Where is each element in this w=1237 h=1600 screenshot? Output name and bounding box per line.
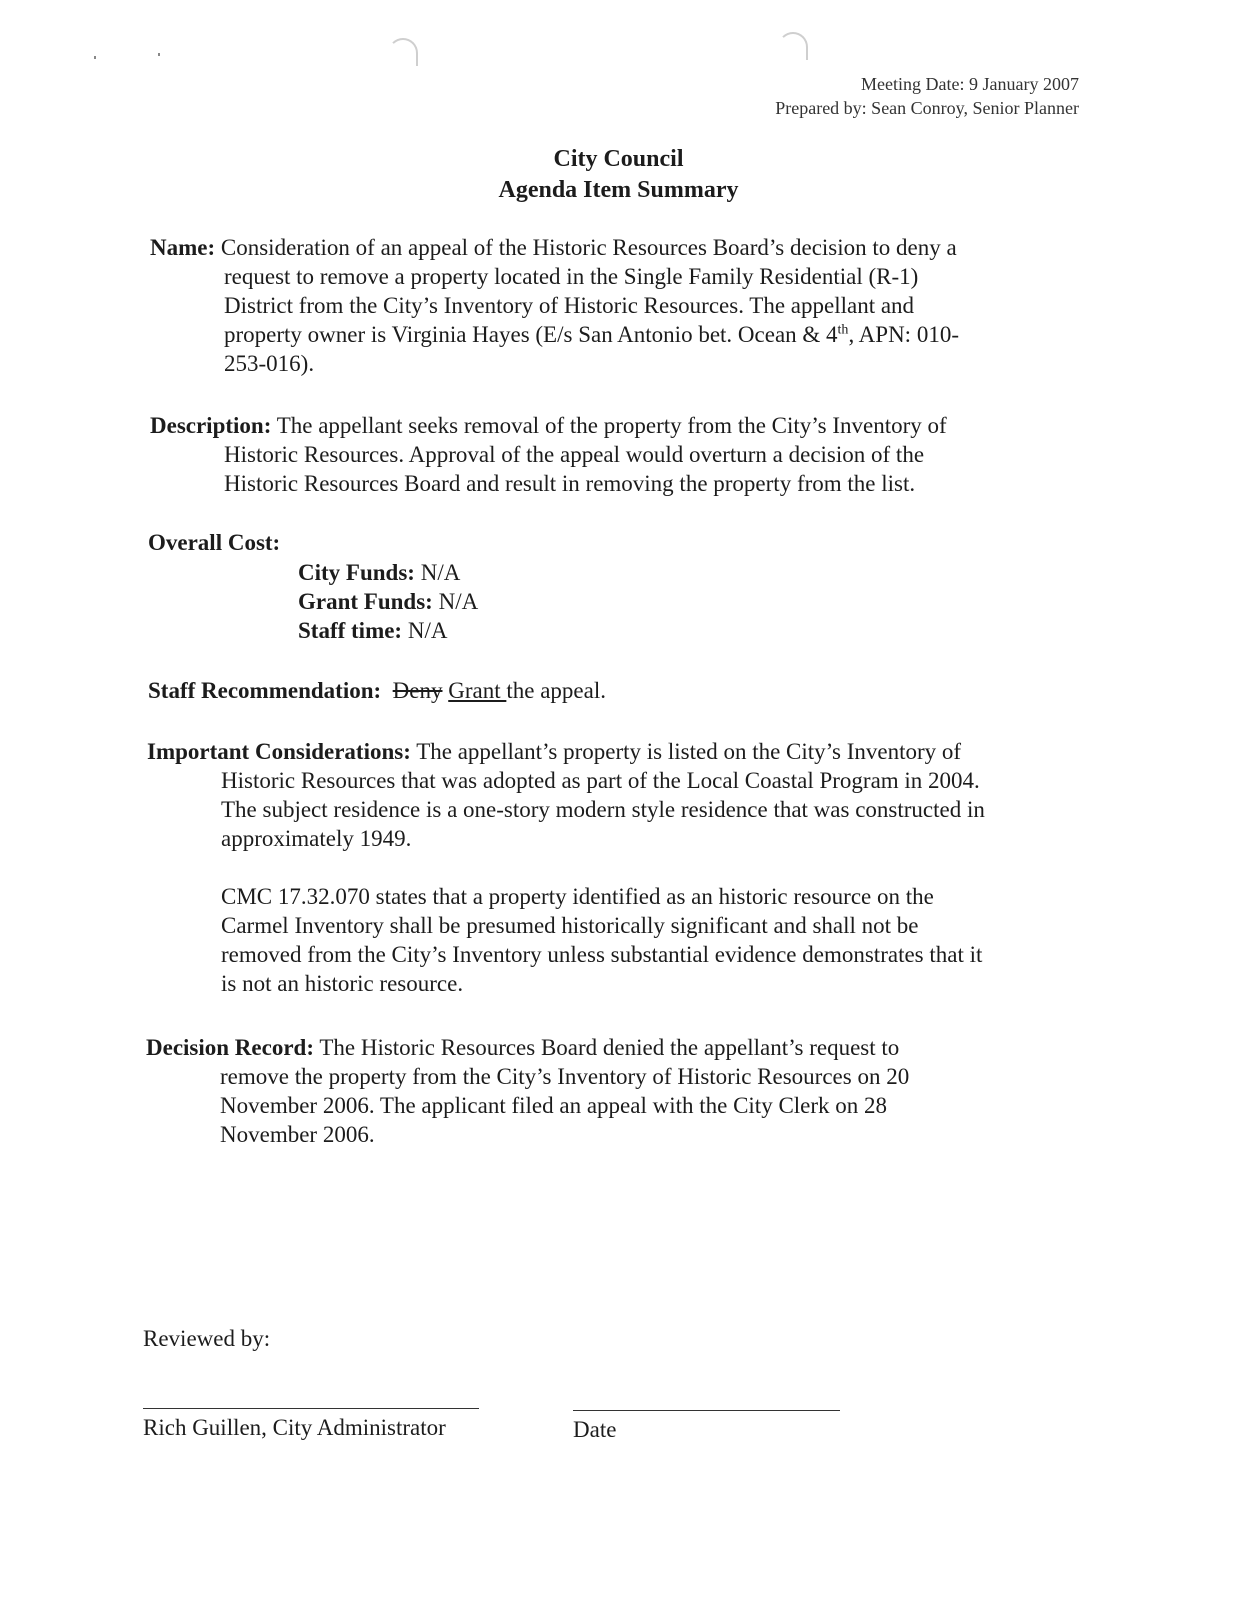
description-label: Description: — [150, 413, 272, 438]
name-text-line-5: 253-016). — [224, 351, 315, 376]
name-text-line-2: request to remove a property located in the Single Family Residential (R-1) — [224, 264, 919, 289]
name-text-line-4a: property owner is Virginia Hayes (E/s San Antonio bet. Ocean & 4 — [224, 322, 838, 347]
description-section — [150, 411, 1080, 498]
struck-word: Deny — [392, 678, 443, 703]
name-text-line-1: Consideration of an appeal of the Historic Resources Board’s decision to deny a — [215, 235, 957, 260]
important-p2-line-1: CMC 17.32.070 states that a property identified as an historic resource on the — [221, 884, 934, 909]
reviewed-by: Reviewed by: — [143, 1326, 271, 1351]
decision-line-1: The Historic Resources Board denied the appellant’s request to — [314, 1035, 900, 1060]
title-line-2: Agenda Item Summary — [498, 177, 739, 203]
title-line-1: City Council — [553, 146, 684, 172]
decision-line-2: remove the property from the City’s Inventory of Historic Resources on 20 — [220, 1064, 910, 1089]
staff-recommendation — [148, 676, 606, 705]
decision-line-3: November 2006. The applicant filed an appeal with the City Clerk on 28 — [220, 1093, 888, 1118]
name-section — [150, 233, 1080, 378]
overall-cost-label: Overall Cost: — [148, 530, 281, 555]
date-label: Date — [573, 1417, 617, 1442]
description-line-1: The appellant seeks removal of the property from the City’s Inventory of — [271, 413, 947, 438]
important-considerations — [147, 737, 1087, 998]
staff-recommendation-label: Staff Recommendation: — [148, 678, 382, 703]
header-meta — [775, 72, 1079, 120]
grant-funds: Grant Funds: N/A — [298, 589, 479, 614]
date-line — [573, 1410, 840, 1411]
description-line-2: Historic Resources. Approval of the appeal would overturn a decision of the — [224, 442, 925, 467]
name-text-line-4b: , APN: 010- — [848, 322, 959, 347]
important-p2-line-3: removed from the City’s Inventory unless substantial evidence demonstrates that it — [221, 942, 983, 967]
name-label: Name: — [150, 235, 216, 260]
important-p2-line-2: Carmel Inventory shall be presumed historically significant and shall not be — [221, 913, 919, 938]
staff-time: Staff time: N/A — [298, 618, 448, 643]
page-title — [0, 144, 1237, 206]
meeting-date: Meeting Date: 9 January 2007 — [861, 74, 1079, 94]
description-line-3: Historic Resources Board and result in removing the property from the list. — [224, 471, 916, 496]
signer-name: Rich Guillen, City Administrator — [143, 1415, 446, 1440]
city-funds: City Funds: N/A — [298, 560, 461, 585]
scan-speck — [158, 53, 160, 56]
punch-hole-mark — [388, 38, 418, 66]
recommendation-rest: the appeal. — [506, 678, 606, 703]
decision-record — [146, 1033, 1076, 1149]
name-text-line-3: District from the City’s Inventory of Historic Resources. The appellant and — [224, 293, 915, 318]
important-p2-line-4: is not an historic resource. — [221, 971, 464, 996]
inserted-word: Grant — [448, 678, 507, 703]
important-line-1: The appellant’s property is listed on the City’s Inventory of — [410, 739, 962, 764]
signature-line — [143, 1408, 479, 1409]
prepared-by: Prepared by: Sean Conroy, Senior Planner — [775, 98, 1079, 118]
important-label: Important Considerations: — [147, 739, 411, 764]
decision-label: Decision Record: — [146, 1035, 314, 1060]
important-line-3: The subject residence is a one-story modern style residence that was constructed in — [221, 797, 985, 822]
important-line-4: approximately 1949. — [221, 826, 412, 851]
scan-speck — [94, 56, 96, 59]
important-line-2: Historic Resources that was adopted as part of the Local Coastal Program in 2004. — [221, 768, 980, 793]
name-superscript: th — [837, 322, 849, 338]
decision-line-4: November 2006. — [220, 1122, 375, 1147]
punch-hole-mark — [778, 32, 808, 60]
